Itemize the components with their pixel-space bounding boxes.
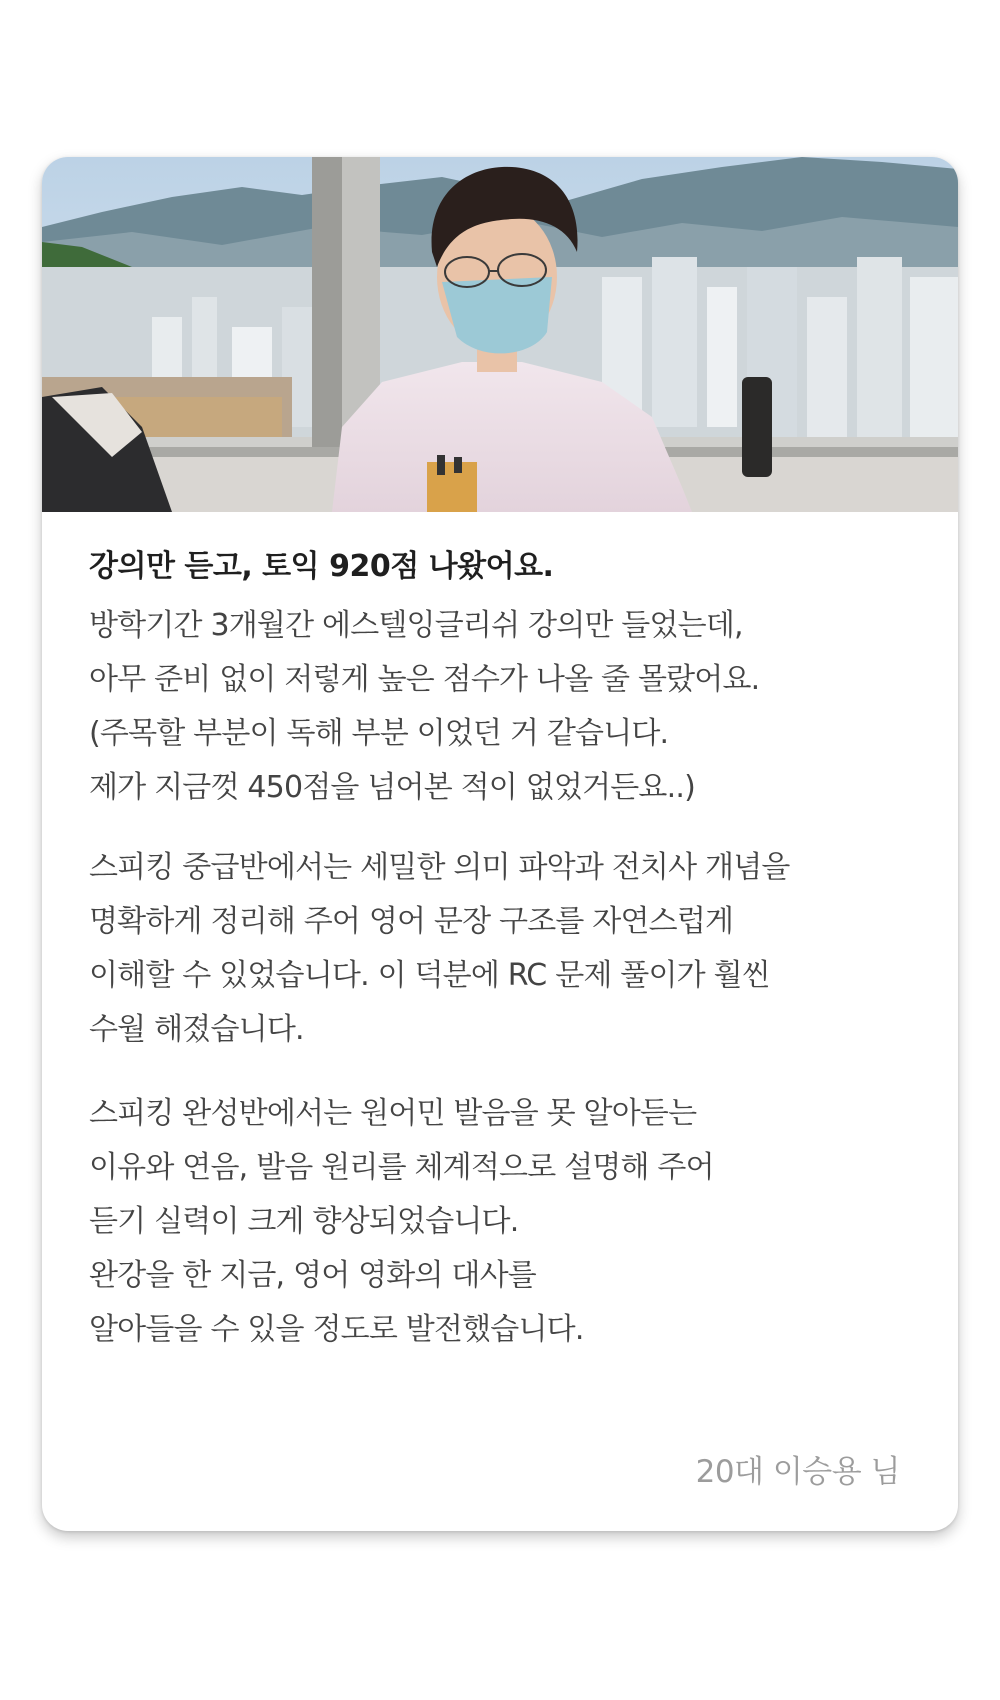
review-line: 방학기간 3개월간 에스텔잉글리쉬 강의만 들었는데, <box>89 608 743 643</box>
review-line: 명확하게 정리해 주어 영어 문장 구조를 자연스럽게 <box>89 904 734 939</box>
review-paragraph <box>89 599 919 815</box>
review-author: 20대 이승용 님 <box>695 1454 900 1490</box>
review-line: 이유와 연음, 발음 원리를 체계적으로 설명해 주어 <box>89 1150 714 1185</box>
review-line: 듣기 실력이 크게 향상되었습니다. <box>89 1204 519 1239</box>
review-line: 알아들을 수 있을 정도로 발전했습니다. <box>89 1312 584 1347</box>
review-line: 아무 준비 없이 저렇게 높은 점수가 나올 줄 몰랐어요. <box>89 662 760 697</box>
review-paragraph <box>89 1087 919 1357</box>
review-headline: 강의만 듣고, 토익 920점 나왔어요. <box>89 549 554 584</box>
review-line: 이해할 수 있었습니다. 이 덕분에 RC 문제 풀이가 훨씬 <box>89 958 770 993</box>
review-line: 제가 지금껏 450점을 넘어본 적이 없었거든요..) <box>89 770 695 805</box>
review-card <box>42 157 958 1531</box>
review-line: 스피킹 중급반에서는 세밀한 의미 파악과 전치사 개념을 <box>89 850 790 885</box>
review-line: (주목할 부분이 독해 부분 이었던 거 같습니다. <box>89 716 669 751</box>
review-line: 스피킹 완성반에서는 원어민 발음을 못 알아듣는 <box>89 1096 697 1131</box>
review-paragraph <box>89 841 919 1057</box>
review-photo <box>42 157 958 512</box>
review-body <box>89 537 919 1357</box>
review-line: 완강을 한 지금, 영어 영화의 대사를 <box>89 1258 536 1293</box>
review-line: 수월 해졌습니다. <box>89 1012 304 1047</box>
